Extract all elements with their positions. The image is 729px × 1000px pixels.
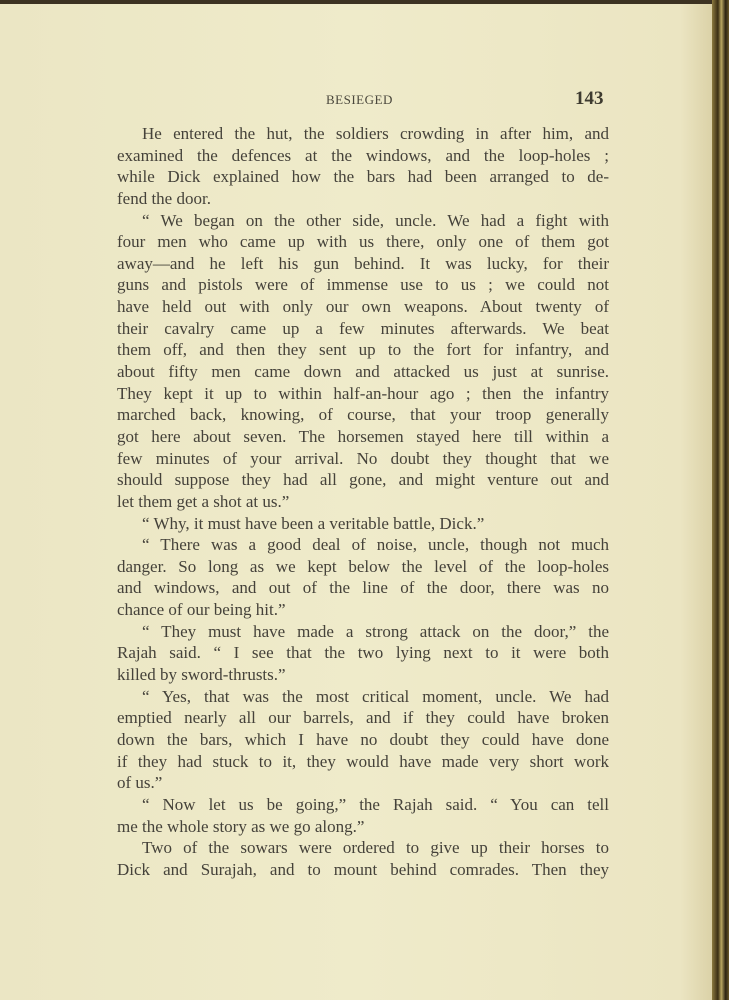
text-line: “ Why, it must have been a veritable battle, Dick.” — [142, 513, 485, 533]
text-line: away—and he left his gun behind. It was lucky, for their — [117, 253, 609, 273]
text-line: down the bars, which I have no doubt they could have done — [117, 729, 609, 749]
text-line: guns and pistols were of immense use to us ; we could not — [117, 275, 609, 295]
text-line: “ There was a good deal of noise, uncle, though not much — [142, 535, 609, 555]
text-line: fend the door. — [117, 188, 211, 208]
text-line: marched back, knowing, of course, that your troop generally — [117, 405, 609, 425]
text-line: while Dick explained how the bars had been arranged to de- — [117, 167, 609, 187]
text-line: They kept it up to within half-an-hour ago ; then the infantry — [117, 383, 609, 403]
text-line: “ Yes, that was the most critical moment, uncle. We had — [142, 686, 609, 706]
text-line: danger. So long as we kept below the level of the loop-holes — [117, 556, 609, 576]
text-line: of us.” — [117, 773, 163, 793]
text-line: should suppose they had all gone, and might venture out and — [117, 470, 609, 490]
text-line: Two of the sowars were ordered to give up their horses to — [142, 838, 609, 858]
text-line: Rajah said. “ I see that the two lying next to it were both — [117, 643, 609, 663]
text-line: few minutes of your arrival. No doubt they thought that we — [117, 448, 609, 468]
text-line: examined the defences at the windows, and the loop-holes ; — [117, 145, 609, 165]
text-line: Dick and Surajah, and to mount behind comrades. Then they — [117, 859, 609, 879]
text-line: me the whole story as we go along.” — [117, 816, 365, 836]
text-line: He entered the hut, the soldiers crowding in after him, and — [142, 124, 609, 143]
book-binding-edge — [712, 0, 729, 1000]
text-line: have held out with only our own weapons. About twenty of — [117, 297, 609, 317]
page-number: 143 — [575, 88, 604, 109]
running-title: BESIEGED — [326, 92, 393, 107]
text-line: chance of our being hit.” — [117, 600, 286, 620]
text-line: “ We began on the other side, uncle. We had a fight with — [142, 210, 609, 230]
text-line: got here about seven. The horsemen stayed here till within a — [117, 426, 609, 446]
text-line: killed by sword-thrusts.” — [117, 665, 286, 685]
text-line: emptied nearly all our barrels, and if they could have broken — [117, 708, 609, 728]
text-line: “ Now let us be going,” the Rajah said. “ You can tell — [142, 794, 609, 814]
text-line: let them get a shot at us.” — [117, 491, 290, 511]
book-page — [0, 4, 716, 1000]
body-text — [117, 123, 609, 880]
text-line: about fifty men came down and attacked us just at sunrise. — [117, 362, 609, 382]
text-line: and windows, and out of the line of the door, there was no — [117, 578, 609, 598]
text-line: if they had stuck to it, they would have made very short work — [117, 751, 609, 771]
text-line: their cavalry came up a few minutes afterwards. We beat — [117, 318, 609, 338]
text-line: four men who came up with us there, only one of them got — [117, 232, 609, 252]
text-line: them off, and then they sent up to the fort for infantry, and — [117, 340, 609, 360]
text-line: “ They must have made a strong attack on the door,” the — [142, 621, 609, 641]
